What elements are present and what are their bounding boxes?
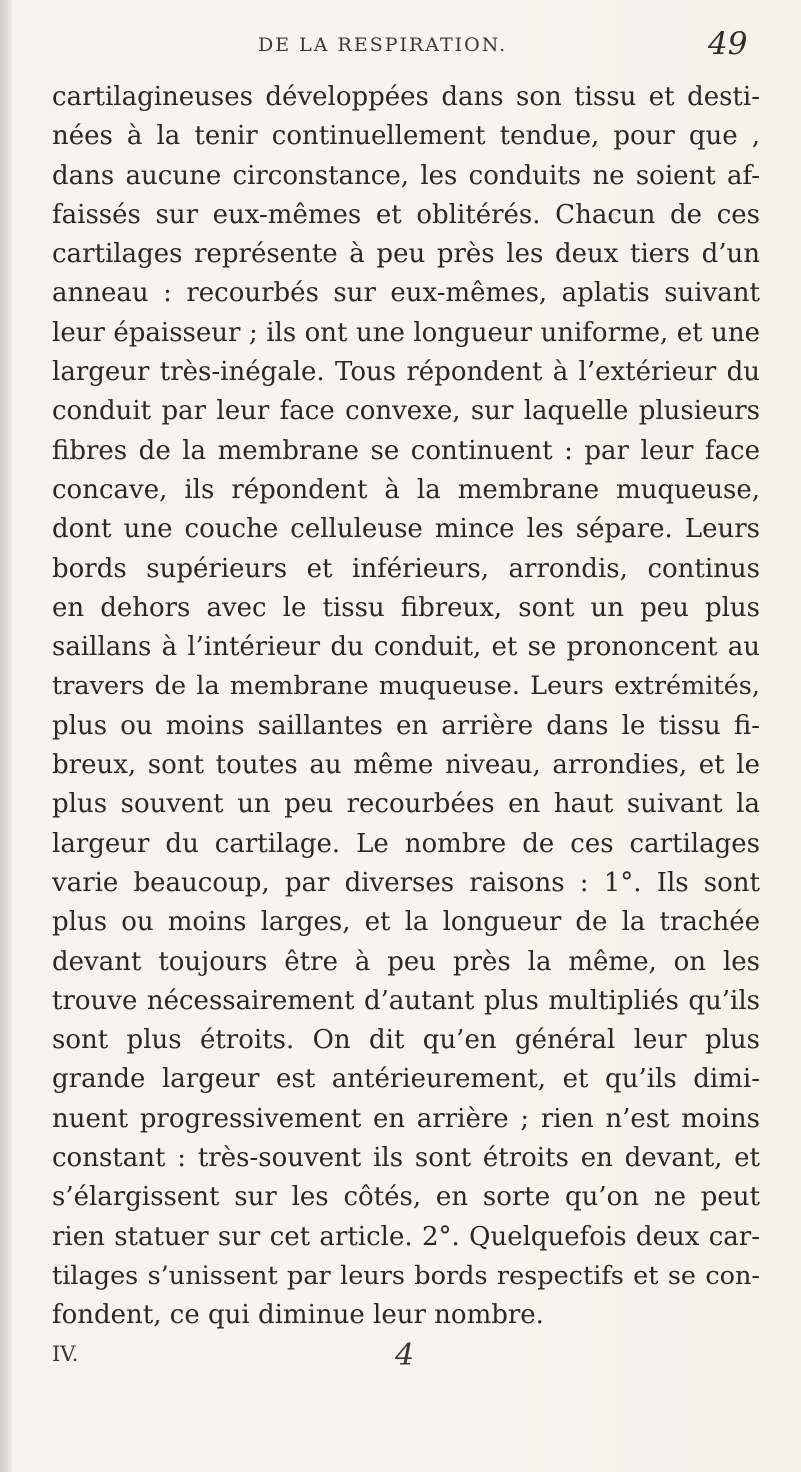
gathering-number: 4	[395, 1338, 415, 1373]
text-line: breux, sont toutes au même niveau, arrondies, et le	[52, 750, 760, 781]
page-footer	[0, 1338, 801, 1382]
text-line: rien statuer sur cet article. 2°. Quelquefois deux car-	[52, 1221, 760, 1252]
text-line: saillans à l’intérieur du conduit, et se prononcent au	[52, 632, 760, 663]
text-line: nées à la tenir continuellement tendue, pour que ,	[52, 121, 760, 152]
page-number: 49	[708, 26, 748, 62]
text-line: varie beaucoup, par diverses raisons : 1°. Ils sont	[52, 867, 760, 898]
text-line: largeur très-inégale. Tous répondent à l’extérieur du	[52, 357, 760, 388]
text-line: s’élargissent sur les côtés, en sorte qu’on ne peut	[52, 1182, 760, 1213]
text-line: leur épaisseur ; ils ont une longueur uniforme, et une	[52, 317, 760, 348]
text-line: anneau : recourbés sur eux-mêmes, aplatis suivant	[52, 278, 760, 309]
text-line: plus souvent un peu recourbées en haut suivant la	[52, 789, 760, 820]
text-line: fondent, ce qui diminue leur nombre.	[52, 1300, 544, 1331]
text-line: cartilagineuses développées dans son tissu et desti-	[52, 82, 760, 112]
text-line: en dehors avec le tissu fibreux, sont un peu plus	[52, 592, 760, 623]
text-line: devant toujours être à peu près la même, on les	[52, 946, 760, 977]
text-line: bords supérieurs et inférieurs, arrondis, continus	[52, 553, 760, 584]
text-line: plus ou moins larges, et la longueur de la trachée	[52, 907, 760, 938]
body-text	[52, 78, 760, 1336]
running-title: DE LA RESPIRATION.	[258, 34, 508, 56]
page-gutter	[0, 0, 12, 1472]
text-line: grande largeur est antérieurement, et qu’ils dimi-	[52, 1064, 760, 1095]
running-head	[0, 26, 801, 76]
text-line: conduit par leur face convexe, sur laquelle plusieurs	[52, 396, 760, 427]
text-line: nuent progressivement en arrière ; rien n’est moins	[52, 1103, 760, 1134]
signature-mark: IV.	[52, 1342, 79, 1366]
text-line: trouve nécessairement d’autant plus multipliés qu’ils	[52, 985, 760, 1016]
text-line: faissés sur eux-mêmes et oblitérés. Chacun de ces	[52, 199, 760, 230]
text-line: fibres de la membrane se continuent : par leur face	[52, 435, 760, 466]
text-line: tilages s’unissent par leurs bords respectifs et se con-	[52, 1260, 760, 1291]
text-line: constant : très-souvent ils sont étroits en devant, et	[52, 1143, 760, 1174]
text-line: plus ou moins saillantes en arrière dans le tissu fi-	[52, 710, 760, 741]
text-line: cartilages représente à peu près les deux tiers d’un	[52, 239, 760, 270]
text-line: largeur du cartilage. Le nombre de ces cartilages	[52, 828, 760, 859]
text-line: dont une couche celluleuse mince les sépare. Leurs	[52, 514, 760, 545]
text-line: concave, ils répondent à la membrane muqueuse,	[52, 474, 760, 505]
text-line: dans aucune circonstance, les conduits ne soient af-	[52, 160, 760, 191]
text-line: sont plus étroits. On dit qu’en général leur plus	[52, 1025, 760, 1056]
text-line: travers de la membrane muqueuse. Leurs extrémités,	[52, 671, 760, 702]
